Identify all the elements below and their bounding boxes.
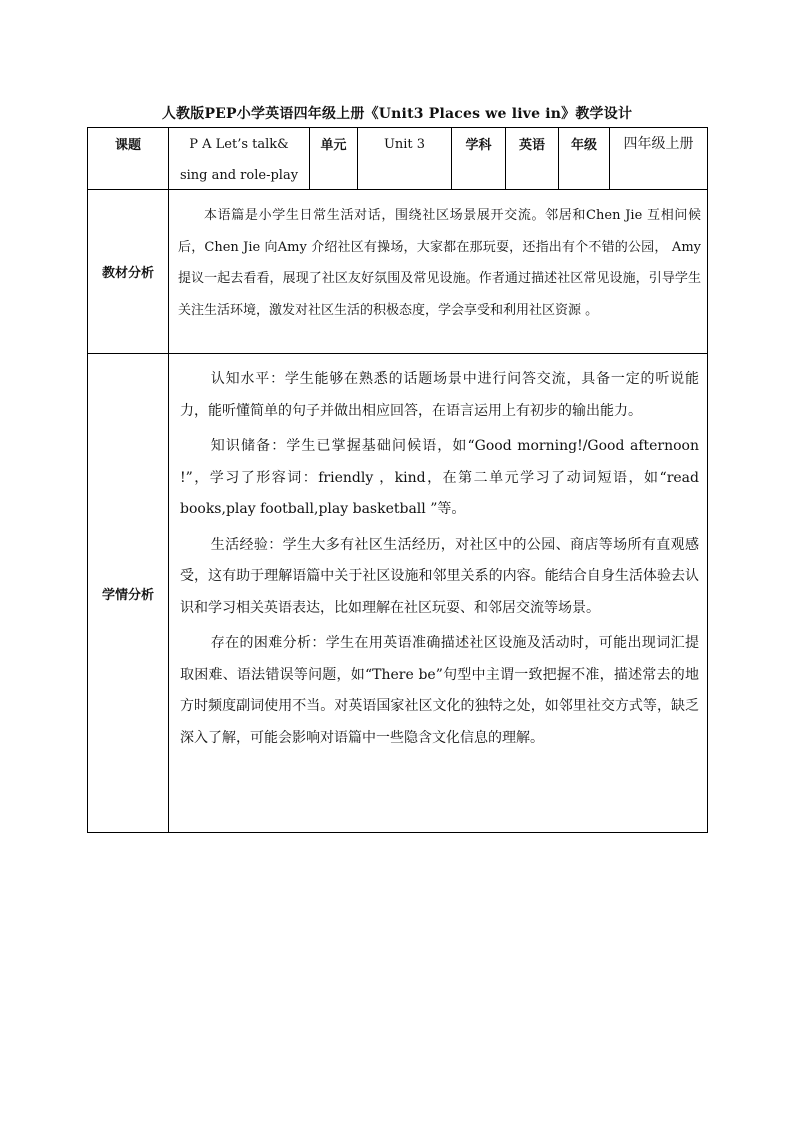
material-text: 本语篇是小学生日常生活对话，围绕社区场景展开交流。邻居和Chen Jie 互相问候后，Chen Jie 向Amy 介绍社区有操场，大家都在那玩耍，还指出有个不错的公园， Amy 提议一起去看看，展现了社区友好氛围及常见设施。作者通过描述社区常见设施，引导学生关注生活环境，激发对社区生活的积极态度，学会享受和利用社区资源 。 bbox=[178, 208, 701, 318]
students-label: 学情分析 bbox=[88, 354, 169, 833]
students-paragraph: 知识储备：学生已掌握基础问候语，如“Good morning!/Good afternoon !”，学习了形容词：friendly ，kind，在第二单元学习了动词短语，如“read books,play football,play basketball ”等。 bbox=[180, 438, 699, 517]
subject-label: 学科 bbox=[452, 128, 506, 190]
material-text-cell bbox=[169, 190, 708, 354]
students-paragraph: 存在的困难分析：学生在用英语准确描述社区设施及活动时，可能出现词汇提取困难、语法错误等问题，如“There be”句型中主谓一致把握不准，描述常去的地方时频度副词使用不当。对英语国家社区文化的独特之处，如邻里社交方式等，缺乏深入了解，可能会影响对语篇中一些隐含文化信息的理解。 bbox=[180, 635, 699, 746]
unit-value: Unit 3 bbox=[358, 128, 452, 190]
material-row bbox=[88, 190, 708, 354]
subject-value: 英语 bbox=[506, 128, 559, 190]
grade-label: 年级 bbox=[559, 128, 610, 190]
lesson-value-line1: P A Let’s talk& bbox=[189, 137, 289, 152]
header-row bbox=[88, 128, 708, 190]
students-paragraph: 认知水平：学生能够在熟悉的话题场景中进行问答交流，具备一定的听说能力，能听懂简单的句子并做出相应回答，在语言运用上有初步的输出能力。 bbox=[180, 371, 699, 419]
students-paragraph: 生活经验：学生大多有社区生活经历，对社区中的公园、商店等场所有直观感受，这有助于理解语篇中关于社区设施和邻里关系的内容。能结合自身生活体验去认识和学习相关英语表达，比如理解在社区玩耍、和邻居交流等场景。 bbox=[180, 536, 699, 616]
lesson-plan-table bbox=[87, 127, 708, 833]
students-text-cell bbox=[169, 354, 708, 833]
lesson-label: 课题 bbox=[88, 128, 169, 190]
unit-label: 单元 bbox=[310, 128, 358, 190]
lesson-value-line2: sing and role-play bbox=[179, 168, 299, 183]
students-row bbox=[88, 354, 708, 833]
lesson-value bbox=[169, 128, 310, 190]
grade-value: 四年级上册 bbox=[610, 128, 708, 190]
material-label: 教材分析 bbox=[88, 190, 169, 354]
document-title: 人教版PEP小学英语四年级上册《Unit3 Places we live in》教学设计 bbox=[161, 106, 633, 122]
